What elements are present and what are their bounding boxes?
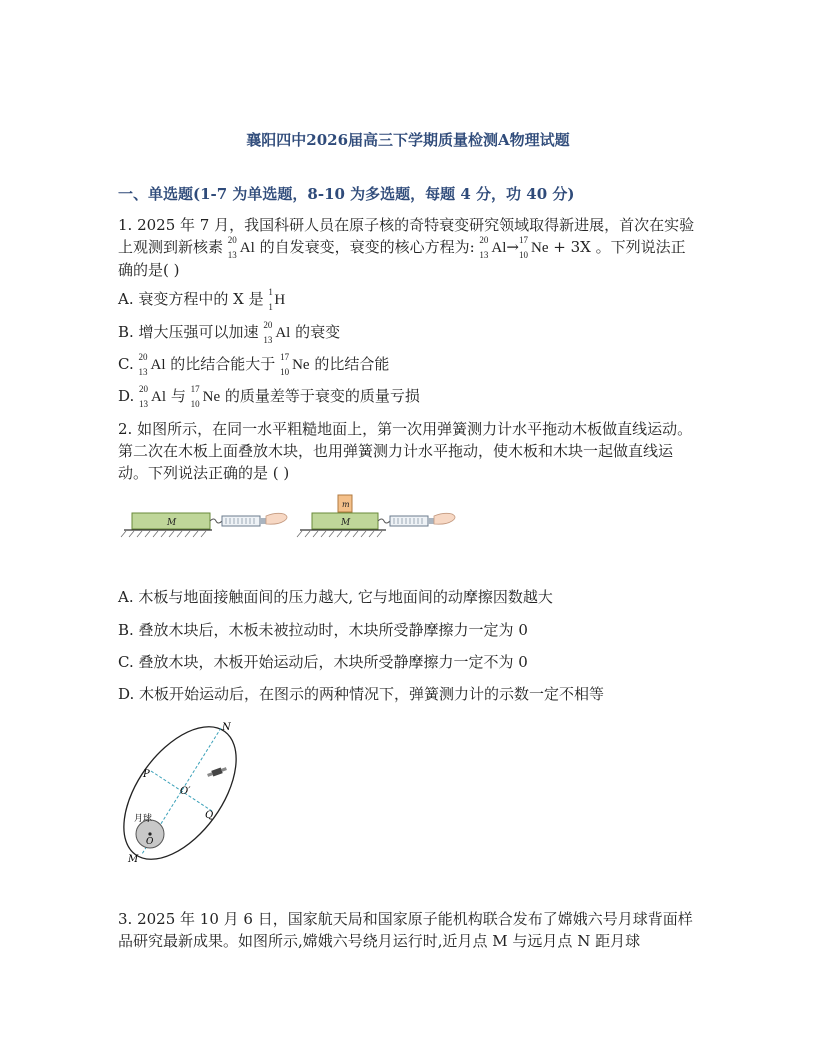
nuclide-ne: 17 10 Ne [190,384,221,409]
board-label: M [167,518,177,528]
block-label: m [342,500,350,509]
ground-hatch [297,531,382,537]
hand-icon [266,513,287,524]
question-2-stem: 2. 如图所示，在同一水平粗糙地面上，第一次用弹簧测力计水平拖动木板做直线运动。第二次在木板上面叠放木块，也用弹簧测力计水平拖动，使木板和木块一起做直线运动。下列说法正确的是 ( ) [118,420,693,482]
board-label: M [341,518,351,528]
nuclide-h: 1 1 H [268,287,286,312]
label-m: M [128,854,139,865]
q1-stem-plus: + 3X 。下列说法正确的是( ) [118,238,686,279]
setup-without-block [121,513,287,537]
label-q: Q [205,810,214,821]
hook [210,519,222,523]
label-o-prime: O′ [180,786,191,797]
q1-stem-before: 1. 2025 年 7 月，我国科研人员在原子核的奇特衰变研究领域取得新进展，首次在实验上观测到新核素 [118,216,695,256]
page-title: 襄阳四中2026届高三下学期质量检测A物理试题 [246,131,570,149]
arrow: → [506,238,519,256]
friction-figure [120,492,470,544]
scale-handle [260,518,266,524]
q1-option-c: C. 20 13 Al 的比结合能大于 17 10 Ne 的比结合能 [118,352,390,377]
nuclide-al: 20 13 Al [263,320,291,345]
hand-icon [434,513,455,524]
section-heading: 一、单选题(1-7 为单选题，8-10 为多选题，每题 4 分，功 40 分) [118,185,575,203]
q2-option-b: B. 叠放木块后，木板未被拉动时，木块所受静摩擦力一定为 0 [118,621,528,639]
label-n: N [222,722,231,733]
orbit-figure [118,716,248,866]
question-3-stem: 3. 2025 年 10 月 6 日，国家航天局和国家原子能机构联合发布了嫦娥六号月球背面样品研究最新成果。如图所示,嫦娥六号绕月运行时,近月点 M 与远月点 N 距月球 [118,910,693,950]
q1-option-d: D. 20 13 Al 与 17 10 Ne 的质量差等于衰变的质量亏损 [118,384,420,409]
ground-hatch [121,531,206,537]
nuclide-al: 20 13 Al [227,235,255,260]
q2-option-a: A. 木板与地面接触面间的压力越大, 它与地面间的动摩擦因数越大 [118,588,553,606]
scale-handle [428,518,434,524]
nuclide-al: 20 13 Al [479,235,507,260]
satellite-icon [207,766,228,778]
nuclide-ne: 17 10 Ne [519,235,549,260]
q1-option-b: B. 增大压强可以加速 20 13 Al 的衰变 [118,320,341,345]
moon-center [148,832,151,835]
nuclide-ne: 17 10 Ne [280,352,310,377]
question-1-stem [118,214,698,281]
q1-stem-mid: 的自发衰变，衰变的核心方程为: [259,238,475,256]
q2-option-c: C. 叠放木块，木板开始运动后，木块所受静摩擦力一定不为 0 [118,653,528,671]
q1-option-a: A. 衰变方程中的 X 是 1 1 H [118,287,286,312]
q2-option-d: D. 木板开始运动后，在图示的两种情况下，弹簧测力计的示数一定不相等 [118,685,605,703]
label-moon: 月球 [134,814,153,824]
hook [378,519,390,523]
label-o: O [146,837,154,847]
nuclide-al: 20 13 Al [138,352,166,377]
label-p: P [143,769,150,780]
setup-with-block [297,495,455,537]
nuclide-al: 20 13 Al [139,384,167,409]
